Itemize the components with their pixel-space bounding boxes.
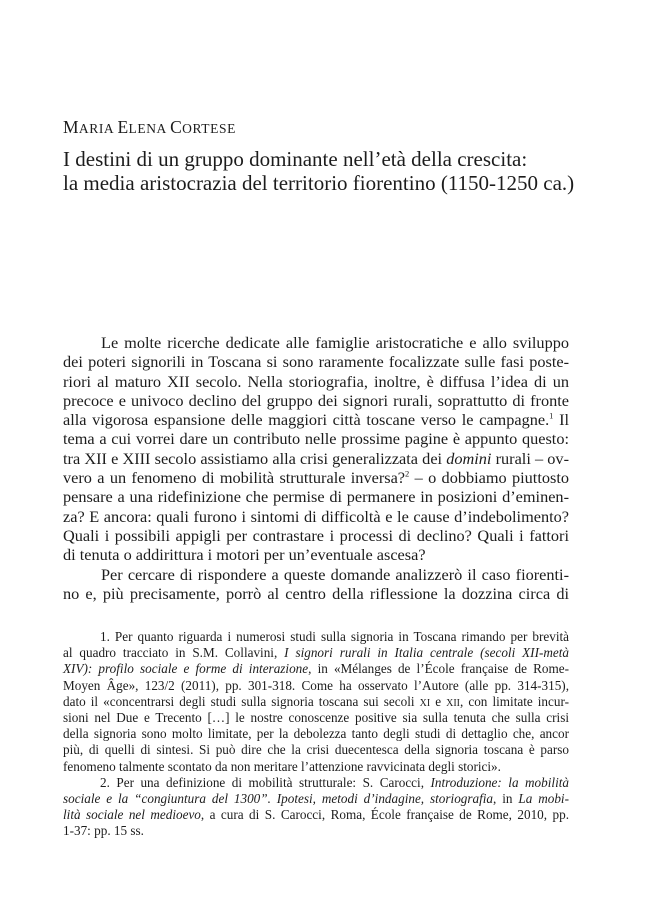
body-line: pensare a una ridefinizione che permise di permanere in posizioni d’eminen-: [63, 487, 569, 507]
footnote-line: lità sociale nel medioevo, a cura di S. Carocci, Roma, École française de Rome, 2010, pp.: [63, 807, 569, 823]
body-line: Quali i possibili appigli per contrastare i processi di declino? Quali i fattori: [63, 525, 569, 545]
title-line: la media aristocrazia del territorio fiorentino (1150-1250 ca.): [63, 171, 575, 195]
footnote-line: sociale e la “congiuntura del 1300”. Ipotesi, metodi d’indagine, storiografia, in La mobi-: [63, 790, 569, 806]
body-line: tra XII e XIII secolo assistiamo alla crisi generalizzata dei domini rurali – ov-: [63, 448, 569, 468]
footnote-line: XIV): profilo sociale e forme di interazione, in «Mélanges de l’École française de Rome-: [63, 661, 569, 677]
body-line: dei poteri signorili in Toscana si sono raramente focalizzate sulle fasi poste-: [63, 352, 569, 372]
body-line: riori al maturo XII secolo. Nella storiografia, inoltre, è diffusa l’idea di un: [63, 371, 569, 391]
title-line: I destini di un gruppo dominante nell’età della crescita:: [63, 147, 528, 171]
footnote-ref-2[interactable]: 2: [405, 468, 410, 479]
author-name: MARIA ELENA CORTESE: [63, 117, 236, 137]
footnote-line: dato il «concentrarsi degli studi sulla signoria toscana sui secoli XI e XII, con limitate incur-: [63, 693, 569, 709]
body-line: tema a cui vorrei dare un contributo nelle prossime pagine è appunto questo:: [63, 429, 569, 449]
footnote-line: 1. Per quanto riguarda i numerosi studi sulla signoria in Toscana rimando per brevità: [100, 629, 569, 644]
body-line: Le molte ricerche dedicate alle famiglie aristocratiche e allo sviluppo: [101, 333, 569, 352]
footnote-line: fenomeno talmente scontato da non meritare l’attenzione ravvicinata degli storici».: [63, 758, 501, 774]
body-line: vero a un fenomeno di mobilità strutturale inversa?$^2$ – o dobbiamo piuttosto: [63, 468, 569, 488]
footnote-line: più, di quelli di sintesi. Si può dire che la crisi duecentesca della signoria toscana è parso: [63, 742, 569, 758]
body-line: precoce e univoco declino del gruppo dei signori rurali, soprattutto di fronte: [63, 390, 569, 410]
footnote-line: sioni nel Due e Trecento […] le nostre conoscenze positive sia sulla tenuta che sulla crisi: [63, 709, 569, 725]
body-line: Per cercare di rispondere a queste domande analizzerò il caso fiorenti-: [101, 564, 569, 584]
article-title: [63, 147, 603, 195]
footnote-line: Moyen Âge», 123/2 (2011), pp. 301-318. Come ha osservato l’Autore (alle pp. 314-315),: [63, 677, 569, 693]
body-line: di tenuta o addirittura i motori per un’eventuale ascesa?: [63, 545, 426, 565]
footnote-line: 1-37: pp. 15 ss.: [63, 823, 144, 839]
footnote-ref-1[interactable]: 1: [549, 410, 554, 421]
footnote-line: 2. Per una definizione di mobilità strutturale: S. Carocci, Introduzione: la mobilità: [100, 774, 569, 790]
body-line: no e, più precisamente, porrò al centro della riflessione la dozzina circa di: [63, 583, 569, 603]
footnotes: [63, 629, 569, 839]
footnote-line: al quadro tracciato in S.M. Collavini, I signori rurali in Italia centrale (secoli XII-metà: [63, 645, 569, 661]
body-line: za? E ancora: quali furono i sintomi di difficoltà e le cause d’indebolimento?: [63, 506, 569, 526]
body-paragraphs: [63, 333, 569, 603]
body-line: alla vigorosa espansione delle maggiori città toscane verso le campagne.$^1$ Il: [63, 410, 570, 430]
footnote-line: della signoria sono molto limitate, per la debolezza tanto degli studi di dettaglio che, ancor: [63, 726, 569, 742]
